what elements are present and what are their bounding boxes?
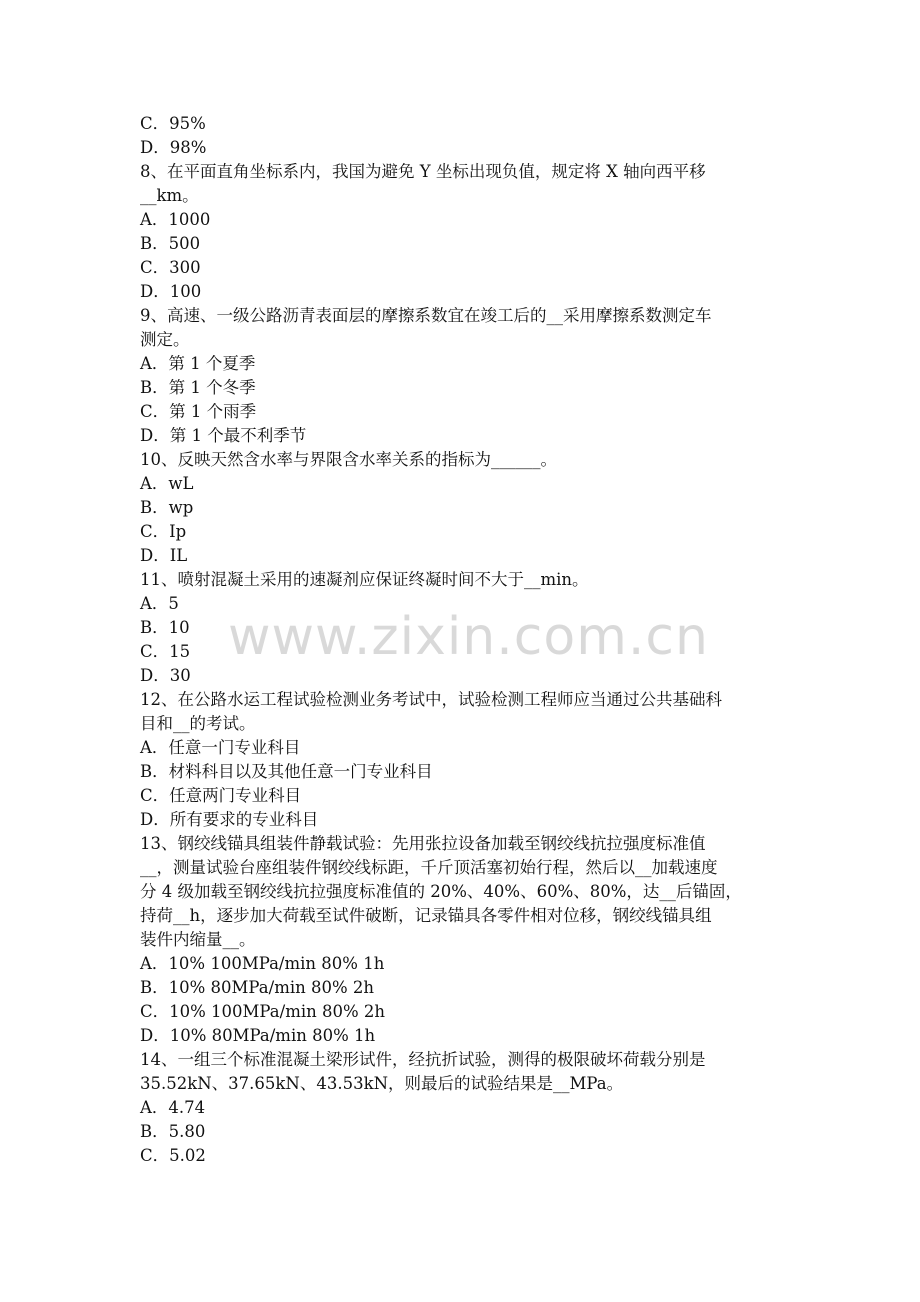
watermark: www.zixin.com.cn xyxy=(228,607,709,667)
option-line: B．5.80 xyxy=(140,1122,206,1141)
option-line: B．500 xyxy=(140,234,201,253)
option-line: C．15 xyxy=(140,642,191,661)
option-line: B．10% 80MPa/min 80% 2h xyxy=(140,978,375,997)
question-line: 持荷__h，逐步加大荷载至试件破断，记录锚具各零件相对位移，钢绞线锚具组 xyxy=(140,906,712,925)
option-line: B．10 xyxy=(140,618,190,637)
question-line: 13、钢绞线锚具组装件静载试验：先用张拉设备加载至钢绞线抗拉强度标准值 xyxy=(140,834,706,853)
option-line: C．Ip xyxy=(140,522,187,541)
question-line: 分 4 级加载至钢绞线抗拉强度标准值的 20%、40%、60%、80%，达__后锚固， xyxy=(140,882,742,901)
option-line: A．5 xyxy=(140,594,179,613)
document-body xyxy=(140,112,782,1168)
option-line: C．任意两门专业科目 xyxy=(140,786,302,805)
option-line: D．第 1 个最不利季节 xyxy=(140,426,307,445)
option-line: B．第 1 个冬季 xyxy=(140,378,256,397)
option-line: C．第 1 个雨季 xyxy=(140,402,257,421)
option-line: A．1000 xyxy=(140,210,211,229)
option-line: D．30 xyxy=(140,666,191,685)
question-line: 35.52kN、37.65kN、43.53kN，则最后的试验结果是__MPa。 xyxy=(140,1074,624,1093)
question-line: 10、反映天然含水率与界限含水率关系的指标为______。 xyxy=(140,450,557,469)
option-line: A．4.74 xyxy=(140,1098,206,1117)
option-line: C．10% 100MPa/min 80% 2h xyxy=(140,1002,386,1021)
option-line: D．10% 80MPa/min 80% 1h xyxy=(140,1026,376,1045)
option-line: D．所有要求的专业科目 xyxy=(140,810,319,829)
option-line: D．IL xyxy=(140,546,188,565)
option-line: B．wp xyxy=(140,498,194,517)
question-line: 14、一组三个标准混凝土梁形试件，经抗折试验，测得的极限破坏荷载分别是 xyxy=(140,1050,706,1069)
question-line: __，测量试验台座组装件钢绞线标距，千斤顶活塞初始行程，然后以__加载速度 xyxy=(140,858,718,877)
option-line: C．95% xyxy=(140,114,206,133)
question-line: 11、喷射混凝土采用的速凝剂应保证终凝时间不大于__min。 xyxy=(140,570,589,589)
question-line: 12、在公路水运工程试验检测业务考试中，试验检测工程师应当通过公共基础科 xyxy=(140,690,722,709)
option-line: D．100 xyxy=(140,282,202,301)
option-line: A．第 1 个夏季 xyxy=(140,354,256,373)
option-line: B．材料科目以及其他任意一门专业科目 xyxy=(140,762,433,781)
option-line: A．10% 100MPa/min 80% 1h xyxy=(140,954,385,973)
option-line: C．5.02 xyxy=(140,1146,206,1165)
option-line: A．任意一门专业科目 xyxy=(140,738,301,757)
question-line: 测定。 xyxy=(140,330,190,349)
option-line: C．300 xyxy=(140,258,201,277)
question-line: __km。 xyxy=(140,186,199,205)
question-line: 装件内缩量__。 xyxy=(140,930,256,949)
question-line: 9、高速、一级公路沥青表面层的摩擦系数宜在竣工后的__采用摩擦系数测定车 xyxy=(140,306,712,325)
option-line: D．98% xyxy=(140,138,207,157)
question-line: 8、在平面直角坐标系内，我国为避免 Y 坐标出现负值，规定将 X 轴向西平移 xyxy=(140,162,706,181)
option-line: A．wL xyxy=(140,474,194,493)
question-line: 目和__的考试。 xyxy=(140,714,256,733)
